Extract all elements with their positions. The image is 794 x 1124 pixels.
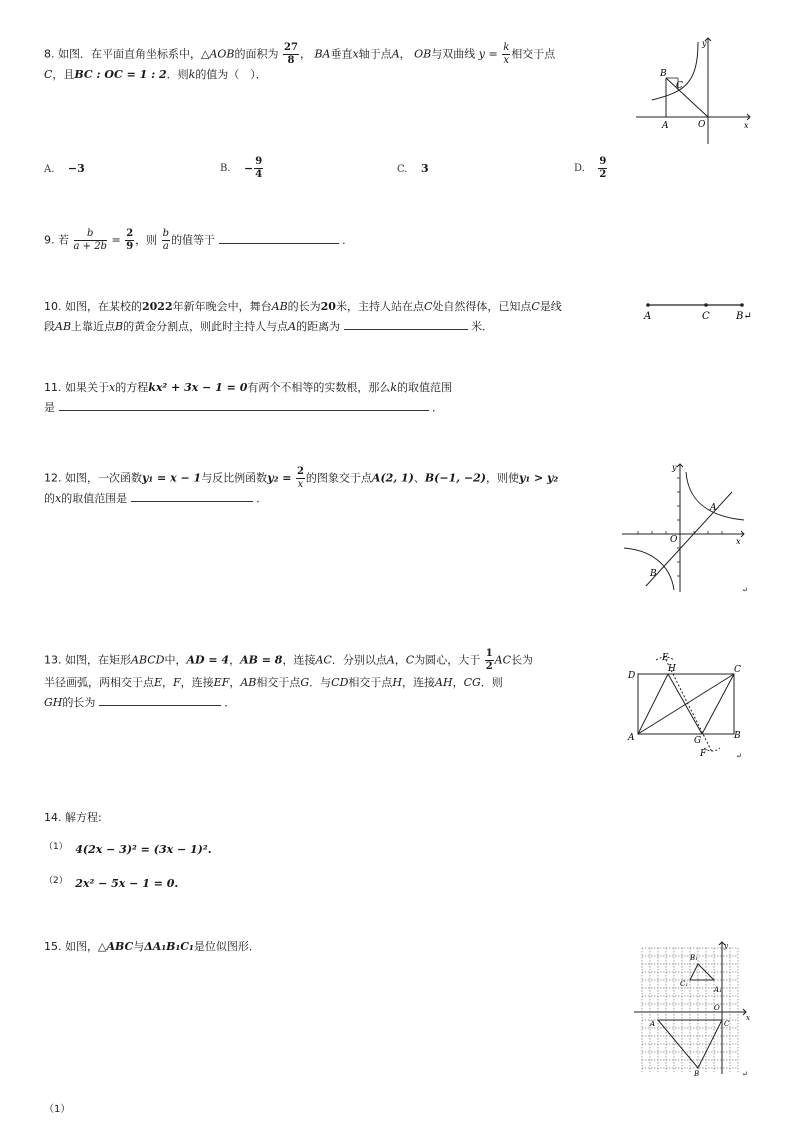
answer-blank-q12[interactable] bbox=[131, 490, 253, 502]
option-c[interactable]: C. 3 bbox=[397, 162, 429, 175]
fig13-return-mark: ↵ bbox=[736, 752, 742, 760]
fig15-label-b1: B₁ bbox=[690, 954, 698, 962]
question-13-line-3: GH的长为 ． bbox=[44, 696, 236, 709]
question-15-figure bbox=[630, 938, 756, 1078]
fig12-label-b: B bbox=[650, 569, 657, 579]
grid bbox=[642, 948, 738, 1072]
question-10-figure bbox=[640, 298, 758, 322]
fig15-return-mark: ↵ bbox=[742, 1070, 748, 1078]
fig15-label-a1: A₁ bbox=[714, 986, 722, 994]
fig15-label-b: B bbox=[694, 1070, 700, 1078]
fig10-label-b: B↵ bbox=[736, 311, 752, 322]
question-14-part-1: $^{(1)}$ 4(2x − 3)² = (3x − 1)². bbox=[44, 842, 212, 856]
option-b[interactable]: B. − $\frac{9}{4}$ bbox=[220, 156, 263, 180]
fig13-label-d: D bbox=[628, 671, 636, 681]
answer-blank-q10[interactable] bbox=[344, 318, 468, 330]
hyperbola-branch bbox=[652, 42, 698, 100]
fig15-label-x: x bbox=[746, 1014, 750, 1022]
question-12-figure bbox=[618, 458, 758, 594]
question-12-line-1: 12. 如图，一次函数y₁ = x − 1与反比例函数y₂ = $\frac{2}{x}$ 的图象交于点A(2, 1)、B(−1, −2)，则使y₁ > y₂ bbox=[44, 466, 559, 490]
fig13-label-h: H bbox=[668, 664, 676, 674]
fig13-label-e: E bbox=[662, 653, 669, 663]
fig8-label-c: C bbox=[676, 81, 683, 91]
segment-hg bbox=[668, 674, 702, 734]
question-11-line-2: 是 ． bbox=[44, 401, 443, 414]
fig12-label-a: A bbox=[710, 503, 717, 513]
fig12-return-mark: ↵ bbox=[742, 586, 748, 594]
fig15-label-o: O bbox=[714, 1004, 720, 1012]
question-14-title: 14. 解方程: bbox=[44, 811, 102, 824]
question-15-part-1: （1） bbox=[44, 1104, 71, 1115]
question-8-figure bbox=[636, 34, 756, 146]
question-10-line-2: 段AB上靠近点B的黄金分割点，则此时主持人与点A的距离为 米． bbox=[44, 320, 494, 333]
fig10-label-a: A bbox=[644, 311, 652, 322]
fig13-label-a: A bbox=[628, 733, 635, 743]
fig15-label-c: C bbox=[724, 1020, 730, 1028]
question-11-line-1: 11. 如果关于x的方程kx² + 3x − 1 = 0有两个不相等的实数根，那么k的取值范围 bbox=[44, 381, 453, 394]
fig13-label-c: C bbox=[734, 665, 741, 675]
fig8-label-b: B bbox=[660, 69, 667, 79]
fraction-k-over-x: $\frac{k}{x}$ bbox=[503, 42, 510, 66]
question-9: 9. 若 $\frac{b}{a + 2b}$ = $\frac{2}{9}$ ，则 $\frac{b}{a}$ 的值等于 ． bbox=[44, 228, 354, 252]
fig15-label-y: y bbox=[724, 942, 728, 950]
fig8-label-a: A bbox=[662, 121, 669, 131]
fig12-label-o: O bbox=[670, 535, 678, 545]
fraction-area: $\frac{27}{8}$ bbox=[284, 42, 298, 66]
fig8-label-o: O bbox=[698, 120, 706, 130]
fig12-label-y: y bbox=[672, 463, 677, 472]
fig8-label-x: x bbox=[744, 121, 749, 130]
line-y1 bbox=[646, 492, 732, 586]
question-13-line-1: 13. 如图，在矩形ABCD中，AD = 4，AB = 8，连接AC．分别以点A，C为圆心，大于 $\frac{1}{2}$ AC长为 bbox=[44, 648, 534, 672]
hyperbola-q3 bbox=[624, 548, 674, 590]
segment-cg bbox=[702, 674, 734, 734]
question-8-line-1: 8. 如图．在平面直角坐标系中，△AOB的面积为 $\frac{27}{8}$ ， BA垂直x轴于点A， OB与双曲线 y = $\frac{k}{x}$ 相交于点 bbox=[44, 42, 556, 66]
question-8-line-2: C，且BC : OC = 1 : 2．则k的值为（ ）． bbox=[44, 68, 267, 81]
fig13-label-b: B bbox=[734, 731, 741, 741]
question-12-line-2: 的x的取值范围是 ． bbox=[44, 492, 268, 505]
question-14-part-2: $^{(2)}$ 2x² − 5x − 1 = 0. bbox=[44, 876, 179, 890]
answer-blank-q9[interactable] bbox=[219, 232, 339, 244]
option-a[interactable]: A. −3 bbox=[44, 162, 85, 175]
fig15-label-c1: C₁ bbox=[680, 980, 689, 988]
answer-blank-q11[interactable] bbox=[59, 399, 429, 411]
answer-blank-q13[interactable] bbox=[99, 694, 221, 706]
fig12-label-x: x bbox=[736, 537, 741, 546]
question-15: 15. 如图，△ABC与ΔA₁B₁C₁是位似图形． bbox=[44, 940, 260, 953]
option-d[interactable]: D. $\frac{9}{2}$ bbox=[574, 156, 607, 180]
fig15-label-a: A bbox=[650, 1020, 656, 1028]
fig8-label-y: y bbox=[702, 39, 707, 48]
diagonal-ac bbox=[638, 674, 734, 734]
fig13-label-g: G bbox=[694, 736, 702, 746]
question-13-figure bbox=[626, 648, 754, 760]
fig13-label-f: F bbox=[700, 749, 707, 759]
question-10-line-1: 10. 如图，在某校的2022年新年晚会中，舞台AB的长为20米，主持人站在点C处自然得体，已知点C是线 bbox=[44, 300, 562, 313]
fig10-label-c: C bbox=[702, 311, 710, 322]
question-13-line-2: 半径画弧，两相交于点E，F，连接EF，AB相交于点G．与CD相交于点H，连接AH，CG．则 bbox=[44, 676, 503, 689]
